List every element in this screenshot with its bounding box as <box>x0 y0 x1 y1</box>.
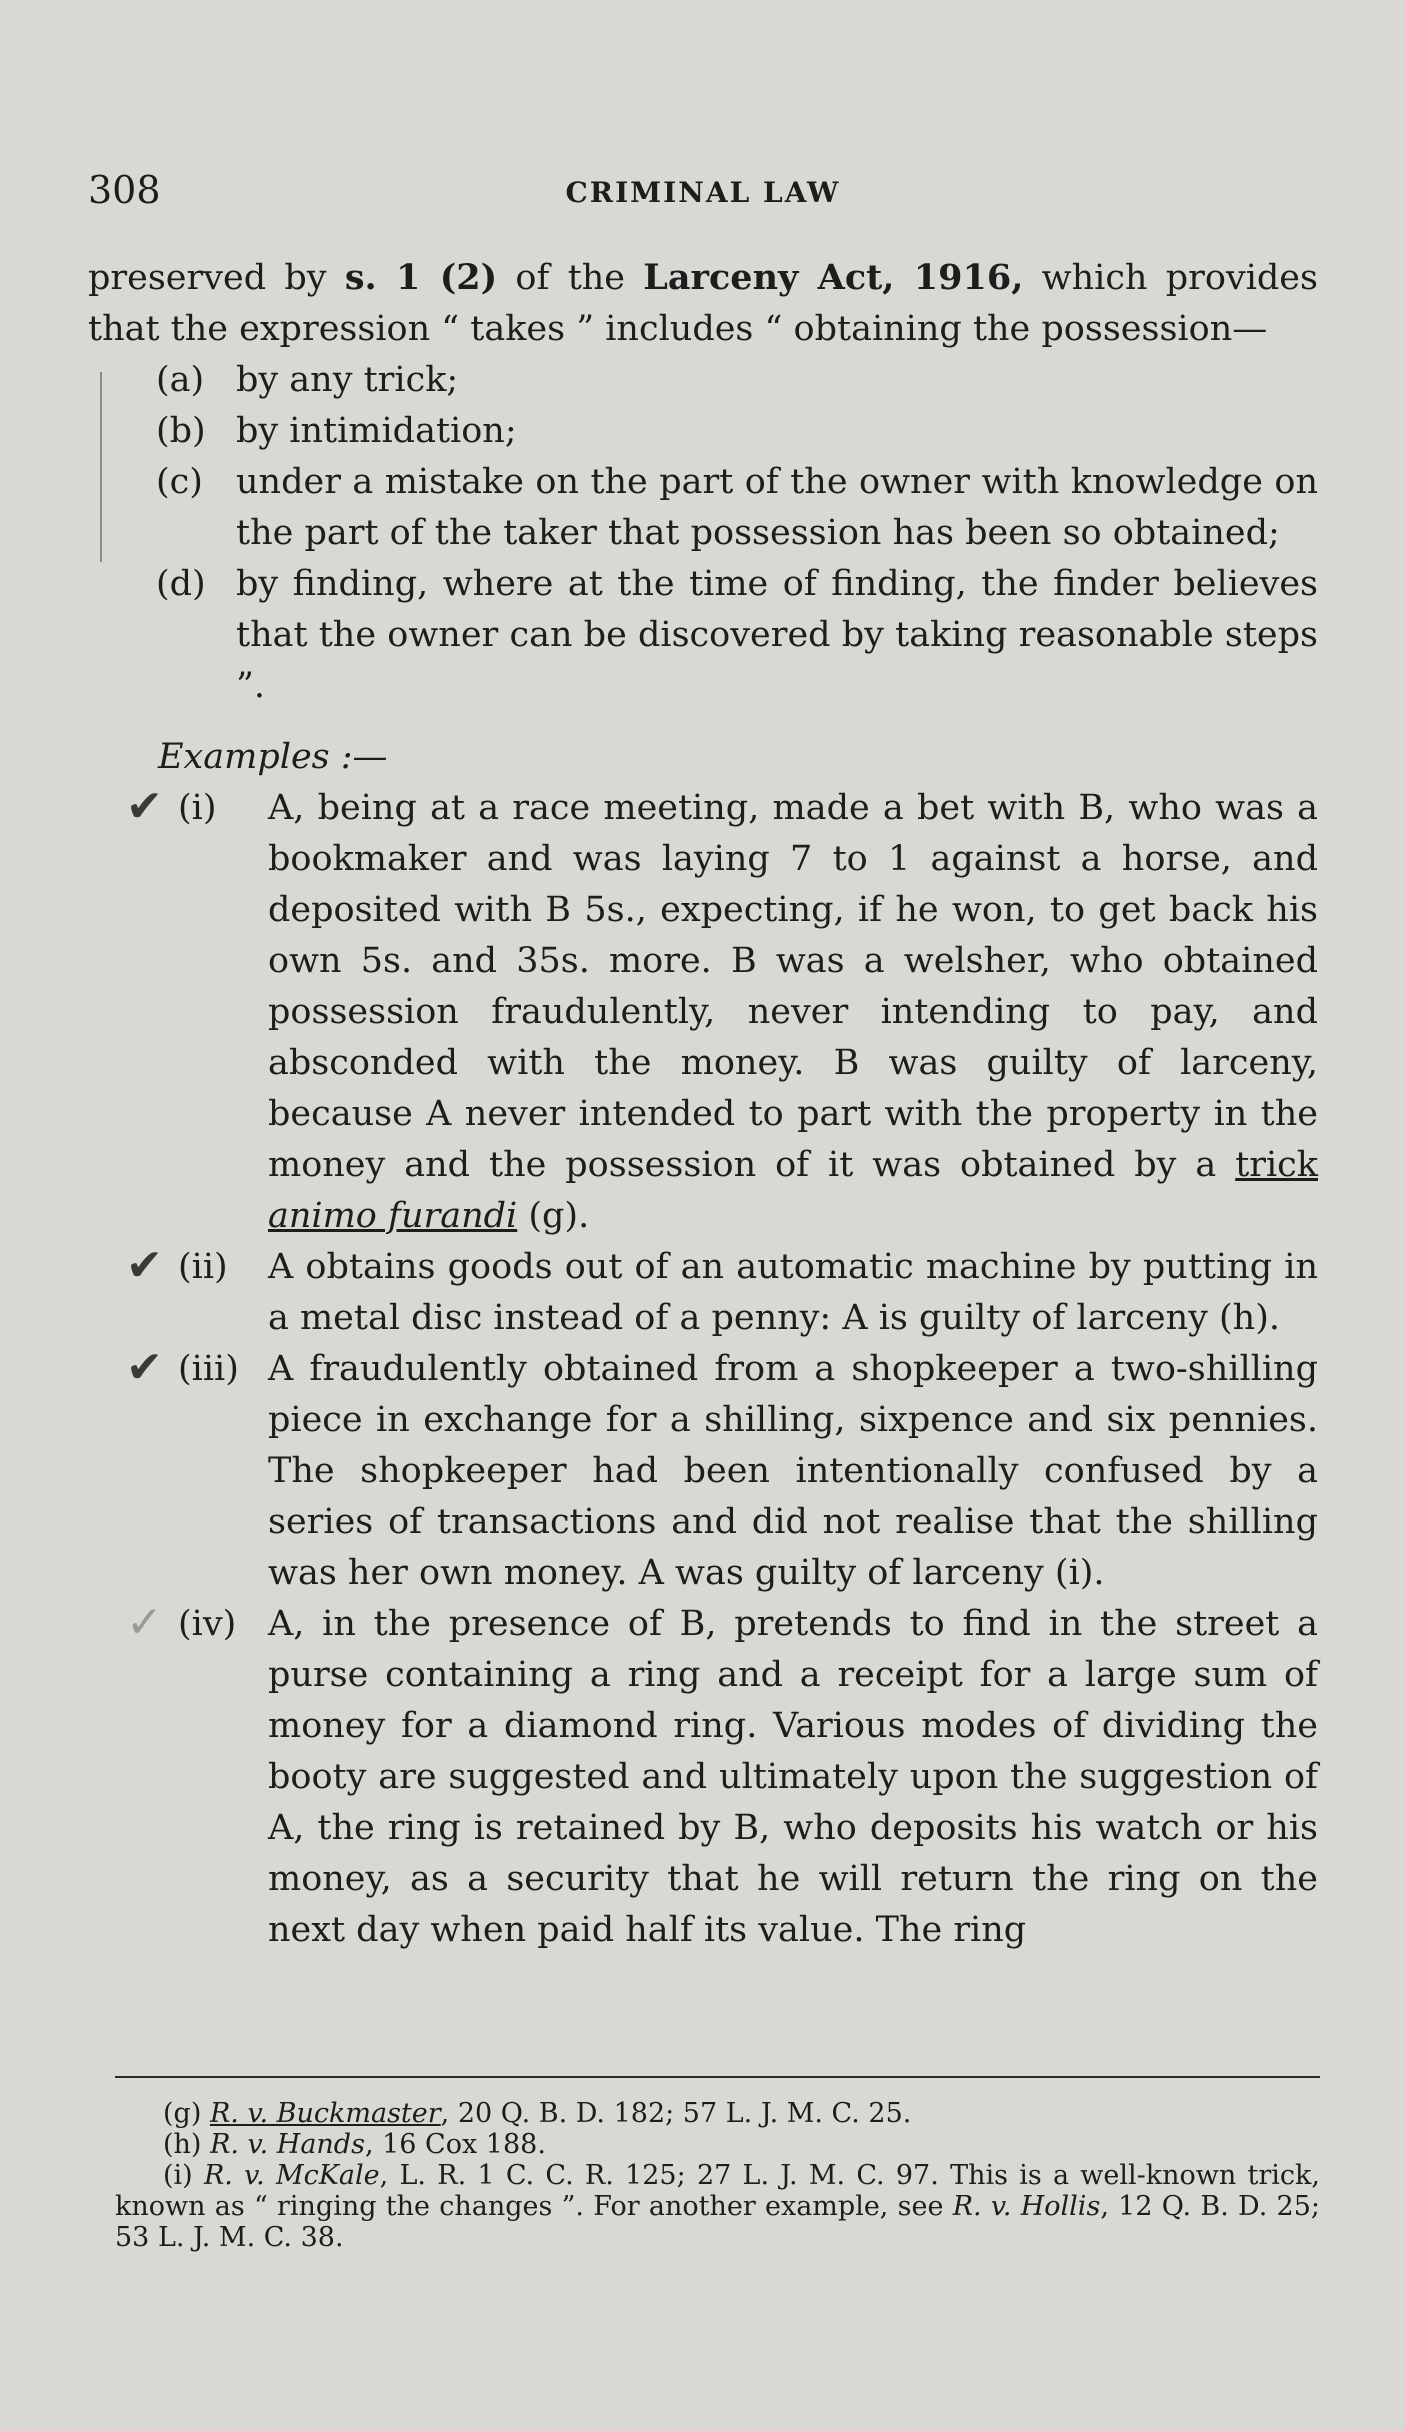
section-reference: s. 1 (2) <box>344 257 498 298</box>
provision-item: (a) by any trick; <box>156 360 459 400</box>
page-number: 308 <box>88 168 161 212</box>
running-head: CRIMINAL LAW <box>565 176 841 209</box>
page-header <box>88 168 1318 218</box>
example-item: ✓ (iv) A, in the presence of B, pretends to find in the street a purse containing a ring and a receipt for a large sum of money for a diamond ring. Various modes of dividing the booty are suggested and ultimately upon the suggestion of A, the ring is retained by B, who deposits his watch or his money, as a security that he will return the ring on the next day when paid half its value. The ring <box>126 1597 1318 1950</box>
footnote-divider <box>115 2076 1320 2078</box>
example-item: ✔ (ii) A obtains goods out of an automatic machine by putting in a metal disc instead of a penny: A is guilty of larceny (h). <box>126 1240 1318 1338</box>
check-mark-icon: ✔ <box>126 1342 163 1393</box>
body-text <box>88 252 1318 1956</box>
footnote: (g) R. v. Buckmaster, 20 Q. B. D. 182; 57 L. J. M. C. 25. <box>163 2098 912 2129</box>
provision-item: (d) by finding, where at the time of finding, the finder believes that the owner can be discovered by taking reasonable steps ”. <box>156 564 1318 706</box>
footnote: (h) R. v. Hands, 16 Cox 188. <box>163 2129 546 2160</box>
check-mark-icon: ✓ <box>126 1597 163 1648</box>
example-item: ✔ (iii) A fraudulently obtained from a shopkeeper a two-shilling piece in exchange for a shilling, sixpence and six pennies. The shopkeeper had been intentionally confused by a series of transactions and did not realise that the shilling was her own money. A was guilty of larceny (i). <box>126 1342 1318 1593</box>
provision-list <box>88 355 1318 712</box>
footnotes <box>115 2098 1320 2253</box>
examples-heading: Examples :— <box>158 737 388 777</box>
check-mark-icon: ✔ <box>126 781 163 832</box>
footnote: (i) R. v. McKale, L. R. 1 C. C. R. 125; 27 L. J. M. C. 97. This is a well-known trick, known as “ ringing the changes ”. For another example, see R. v. Hollis, 12 Q. B. D. 25; 53 L. J. M. C. 38. <box>115 2160 1320 2253</box>
provision-item: (c) under a mistake on the part of the owner with knowledge on the part of the taker that possession has been so obtained; <box>156 462 1318 553</box>
example-item: ✔ (i) A, being at a race meeting, made a bet with B, who was a bookmaker and was laying 7 to 1 against a horse, and deposited with B 5s., expecting, if he won, to get back his own 5s. and 35s. more. B was a welsher, who obtained possession fraudulently, never intending to pay, and absconded with the money. B was guilty of larceny, because A never intended to part with the property in the money and the possession of it was obtained by a trick animo furandi (g). <box>126 781 1318 1236</box>
act-name: Larceny Act, 1916, <box>643 257 1024 298</box>
check-mark-icon: ✔ <box>126 1240 163 1291</box>
intro-paragraph: preserved by s. 1 (2) of the Larceny Act, 1916, which provides that the expression “ takes ” includes “ obtaining the possession— <box>88 257 1318 349</box>
provision-item: (b) by intimidation; <box>156 411 517 451</box>
